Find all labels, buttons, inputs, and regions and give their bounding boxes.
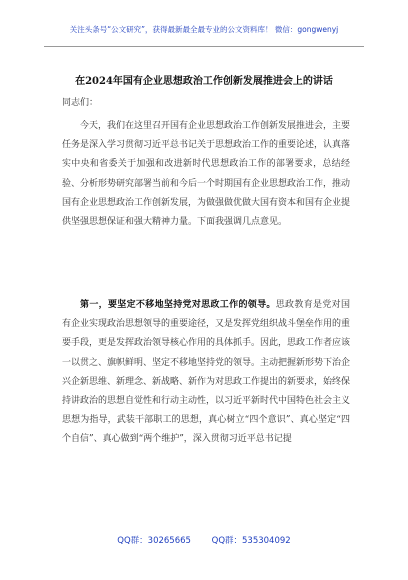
- footer-qq-group-2: QQ群：535304092: [211, 536, 291, 546]
- footer-qq-group-1: QQ群：30265665: [117, 536, 191, 546]
- salutation: 同志们：: [62, 98, 99, 108]
- paragraph-intro: 今天，我们在这里召开国有企业思想政治工作创新发展推进会，主要任务是深入学习贯彻习近平总书记关于思想政治工作的重要论述，认真落实中央和省委关于加强和改进新时代思想政治工作的部署要求，总结经验、分析形势研究部署当前和今后一个时期国有企业思想政治工作，推动国有企业思想政治工作创新发展，为做强做优做大国有资本和国有企业提供坚强思想保证和强大精神力量。下面我强调几点意见。: [62, 121, 351, 228]
- header-divider: [44, 46, 364, 47]
- paragraph-body: 思政教育是党对国有企业实现政治思想领导的重要途径，又是发挥党组织战斗堡垒作用的重要手段，更是发挥政治领导核心作用的具体抓手。因此，思政工作者应该一以贯之、旗帜鲜明、坚定不移地坚持党的领导。主动把握新形势下治企兴企新思维、新理念、新战略、新作为对思政工作提出的新要求，始终保持讲政治的思想自觉性和行动主动性，以习近平新时代中国特色社会主义思想为指导，武装干部职工的思想，真心树立“四个意识”、真心坚定“四个自信”、真心做到“两个维护”，深入贯彻习近平总书记提: [62, 300, 351, 445]
- header-note: 关注头条号“公文研究”，获得最新最全最专业的公文资料库！ 微信：gongwenyj: [69, 25, 339, 34]
- paragraph-lead: 第一，要坚定不移地坚持党对思政工作的领导。: [80, 300, 276, 310]
- paragraph-point-one: [62, 296, 350, 450]
- document-title: 在2024年国有企业思想政治工作创新发展推进会上的讲话: [75, 76, 333, 87]
- footer: [0, 534, 408, 546]
